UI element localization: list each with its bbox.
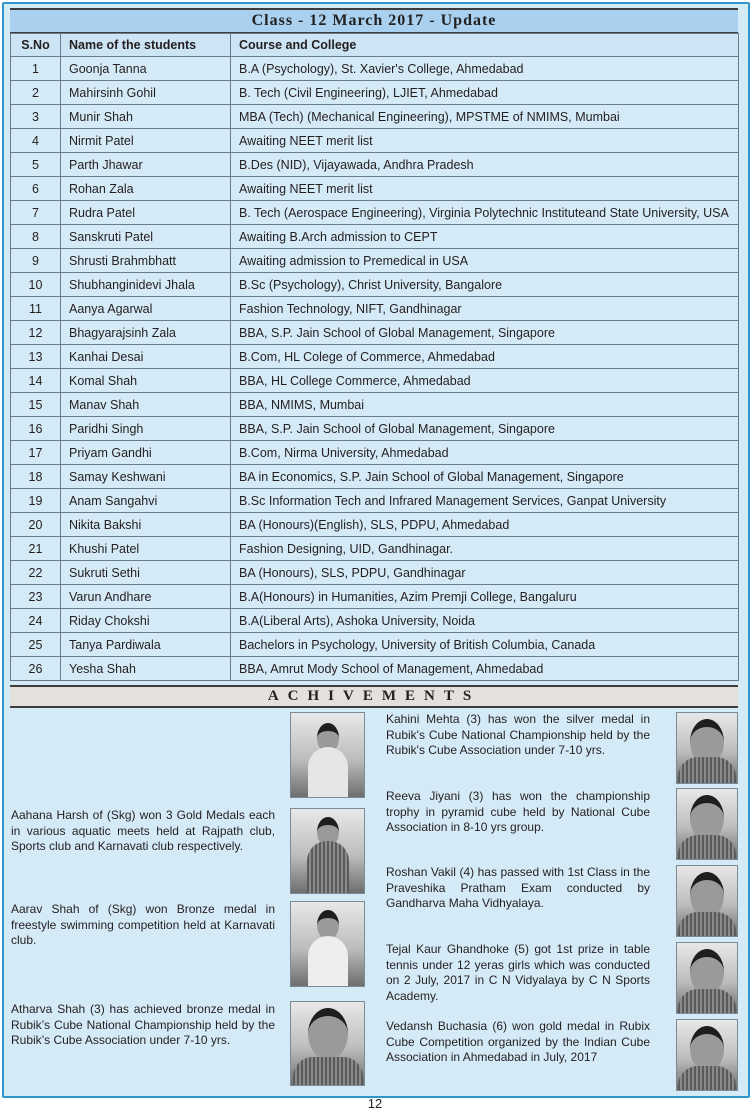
- cell-name: Samay Keshwani: [61, 465, 231, 489]
- cell-course: BBA, HL College Commerce, Ahmedabad: [231, 369, 739, 393]
- cell-sno: 22: [11, 561, 61, 585]
- cell-name: Rudra Patel: [61, 201, 231, 225]
- cell-sno: 25: [11, 633, 61, 657]
- cell-sno: 15: [11, 393, 61, 417]
- table-row: [11, 513, 739, 537]
- achievement-aahana-harsh: Aahana Harsh of (Skg) won 3 Gold Medals each in various aquatic meets held at Rajpath club, Sports club and Karnavati club respectively.: [11, 808, 275, 853]
- cell-name: Priyam Gandhi: [61, 441, 231, 465]
- photo-aahana-harsh: [290, 712, 365, 798]
- students-table: [10, 33, 739, 681]
- table-row: [11, 585, 739, 609]
- cell-course: BBA, NMIMS, Mumbai: [231, 393, 739, 417]
- cell-name: Anam Sangahvi: [61, 489, 231, 513]
- cell-course: BBA, Amrut Mody School of Management, Ahmedabad: [231, 657, 739, 681]
- cell-sno: 14: [11, 369, 61, 393]
- photo-aarav-shah: [290, 901, 365, 987]
- table-row: [11, 345, 739, 369]
- cell-name: Kanhai Desai: [61, 345, 231, 369]
- cell-name: Munir Shah: [61, 105, 231, 129]
- table-row: [11, 657, 739, 681]
- photo-vedansh-buchasia: [676, 1019, 738, 1091]
- cell-sno: 8: [11, 225, 61, 249]
- cell-name: Yesha Shah: [61, 657, 231, 681]
- achievement-roshan-vakil: Roshan Vakil (4) has passed with 1st Class in the Praveshika Pratham Exam conducted by Gandharva Maha Vidhyalaya.: [386, 865, 650, 910]
- cell-course: Awaiting NEET merit list: [231, 177, 739, 201]
- photo-tejal-kaur: [676, 942, 738, 1014]
- cell-name: Manav Shah: [61, 393, 231, 417]
- table-row: [11, 201, 739, 225]
- cell-course: BBA, S.P. Jain School of Global Management, Singapore: [231, 321, 739, 345]
- cell-name: Goonja Tanna: [61, 57, 231, 81]
- cell-name: Mahirsinh Gohil: [61, 81, 231, 105]
- table-row: [11, 633, 739, 657]
- cell-name: Shrusti Brahmbhatt: [61, 249, 231, 273]
- table-row: [11, 177, 739, 201]
- cell-sno: 16: [11, 417, 61, 441]
- table-row: [11, 129, 739, 153]
- photo-atharva-shah: [290, 1001, 365, 1086]
- cell-name: Nirmit Patel: [61, 129, 231, 153]
- photo-roshan-vakil: [676, 865, 738, 937]
- cell-course: B.A(Honours) in Humanities, Azim Premji College, Bangaluru: [231, 585, 739, 609]
- cell-name: Rohan Zala: [61, 177, 231, 201]
- table-row: [11, 273, 739, 297]
- achievement-reeva-jiyani: Reeva Jiyani (3) has won the championship trophy in pyramid cube held by National Cube Association in 8-10 yrs group.: [386, 789, 650, 834]
- table-row: [11, 225, 739, 249]
- table-row: [11, 57, 739, 81]
- table-row: [11, 249, 739, 273]
- cell-sno: 20: [11, 513, 61, 537]
- cell-course: B. Tech (Civil Engineering), LJIET, Ahmedabad: [231, 81, 739, 105]
- cell-name: Sukruti Sethi: [61, 561, 231, 585]
- table-row: [11, 369, 739, 393]
- cell-course: MBA (Tech) (Mechanical Engineering), MPSTME of NMIMS, Mumbai: [231, 105, 739, 129]
- cell-course: Fashion Technology, NIFT, Gandhinagar: [231, 297, 739, 321]
- cell-name: Nikita Bakshi: [61, 513, 231, 537]
- page-number: 12: [367, 1096, 383, 1111]
- cell-course: BBA, S.P. Jain School of Global Management, Singapore: [231, 417, 739, 441]
- table-row: [11, 465, 739, 489]
- cell-course: B.Com, Nirma University, Ahmedabad: [231, 441, 739, 465]
- cell-sno: 6: [11, 177, 61, 201]
- header-name: Name of the students: [61, 34, 231, 57]
- cell-course: B. Tech (Aerospace Engineering), Virginia Polytechnic Instituteand State University, USA: [231, 201, 739, 225]
- cell-course: Fashion Designing, UID, Gandhinagar.: [231, 537, 739, 561]
- table-header-row: [11, 34, 739, 57]
- cell-sno: 21: [11, 537, 61, 561]
- cell-name: Parth Jhawar: [61, 153, 231, 177]
- cell-name: Khushi Patel: [61, 537, 231, 561]
- table-row: [11, 105, 739, 129]
- achievement-kahini-mehta: Kahini Mehta (3) has won the silver medal in Rubik's Cube National Championship held by the Rubik's Cube Association under 7-10 yrs.: [386, 712, 650, 757]
- cell-name: Bhagyarajsinh Zala: [61, 321, 231, 345]
- achievement-vedansh-buchasia: Vedansh Buchasia (6) won gold medal in Rubix Cube Competition organized by the Indian Cube Association in Ahmedabad in July, 2017: [386, 1019, 650, 1064]
- cell-course: B.Des (NID), Vijayawada, Andhra Pradesh: [231, 153, 739, 177]
- cell-sno: 2: [11, 81, 61, 105]
- cell-sno: 18: [11, 465, 61, 489]
- cell-sno: 4: [11, 129, 61, 153]
- cell-sno: 10: [11, 273, 61, 297]
- achievement-tejal-kaur: Tejal Kaur Ghandhoke (5) got 1st prize in table tennis under 12 yeras girls which was conducted on 2 July, 2017 in C N Vidyalaya by C N Sports Academy.: [386, 942, 650, 1003]
- cell-sno: 5: [11, 153, 61, 177]
- cell-sno: 17: [11, 441, 61, 465]
- cell-sno: 7: [11, 201, 61, 225]
- cell-course: B.A (Psychology), St. Xavier's College, Ahmedabad: [231, 57, 739, 81]
- table-row: [11, 153, 739, 177]
- table-row: [11, 537, 739, 561]
- header-course: Course and College: [231, 34, 739, 57]
- table-row: [11, 321, 739, 345]
- cell-course: B.Com, HL Colege of Commerce, Ahmedabad: [231, 345, 739, 369]
- table-row: [11, 561, 739, 585]
- cell-name: Aanya Agarwal: [61, 297, 231, 321]
- cell-sno: 13: [11, 345, 61, 369]
- cell-sno: 1: [11, 57, 61, 81]
- cell-sno: 3: [11, 105, 61, 129]
- page-title: Class - 12 March 2017 - Update: [10, 8, 738, 33]
- cell-sno: 11: [11, 297, 61, 321]
- cell-sno: 24: [11, 609, 61, 633]
- table-row: [11, 393, 739, 417]
- cell-name: Riday Chokshi: [61, 609, 231, 633]
- cell-sno: 19: [11, 489, 61, 513]
- photo-reeva-jiyani: [676, 788, 738, 860]
- cell-course: Bachelors in Psychology, University of British Columbia, Canada: [231, 633, 739, 657]
- table-row: [11, 489, 739, 513]
- cell-course: BA (Honours)(English), SLS, PDPU, Ahmedabad: [231, 513, 739, 537]
- photo-kahini-mehta: [676, 712, 738, 784]
- table-row: [11, 297, 739, 321]
- table-row: [11, 609, 739, 633]
- cell-name: Komal Shah: [61, 369, 231, 393]
- cell-sno: 23: [11, 585, 61, 609]
- table-row: [11, 417, 739, 441]
- cell-name: Tanya Pardiwala: [61, 633, 231, 657]
- photo-aahana-harsh-2: [290, 808, 365, 894]
- cell-course: Awaiting NEET merit list: [231, 129, 739, 153]
- table-row: [11, 441, 739, 465]
- content: [10, 8, 738, 708]
- cell-sno: 9: [11, 249, 61, 273]
- achievements-heading: ACHIVEMENTS: [10, 685, 738, 708]
- cell-name: Sanskruti Patel: [61, 225, 231, 249]
- table-row: [11, 81, 739, 105]
- cell-course: B.A(Liberal Arts), Ashoka University, Noida: [231, 609, 739, 633]
- cell-sno: 26: [11, 657, 61, 681]
- header-sno: S.No: [11, 34, 61, 57]
- cell-course: B.Sc Information Tech and Infrared Management Services, Ganpat University: [231, 489, 739, 513]
- cell-name: Paridhi Singh: [61, 417, 231, 441]
- cell-name: Varun Andhare: [61, 585, 231, 609]
- cell-sno: 12: [11, 321, 61, 345]
- cell-course: BA in Economics, S.P. Jain School of Global Management, Singapore: [231, 465, 739, 489]
- cell-course: B.Sc (Psychology), Christ University, Bangalore: [231, 273, 739, 297]
- cell-name: Shubhanginidevi Jhala: [61, 273, 231, 297]
- cell-course: Awaiting B.Arch admission to CEPT: [231, 225, 739, 249]
- cell-course: Awaiting admission to Premedical in USA: [231, 249, 739, 273]
- achievement-aarav-shah: Aarav Shah of (Skg) won Bronze medal in freestyle swimming competition held at Karnavati club.: [11, 902, 275, 947]
- achievement-atharva-shah: Atharva Shah (3) has achieved bronze medal in Rubik’s Cube National Championship held by the Rubik’s Cube Association under 7-10 yrs.: [11, 1002, 275, 1047]
- cell-course: BA (Honours), SLS, PDPU, Gandhinagar: [231, 561, 739, 585]
